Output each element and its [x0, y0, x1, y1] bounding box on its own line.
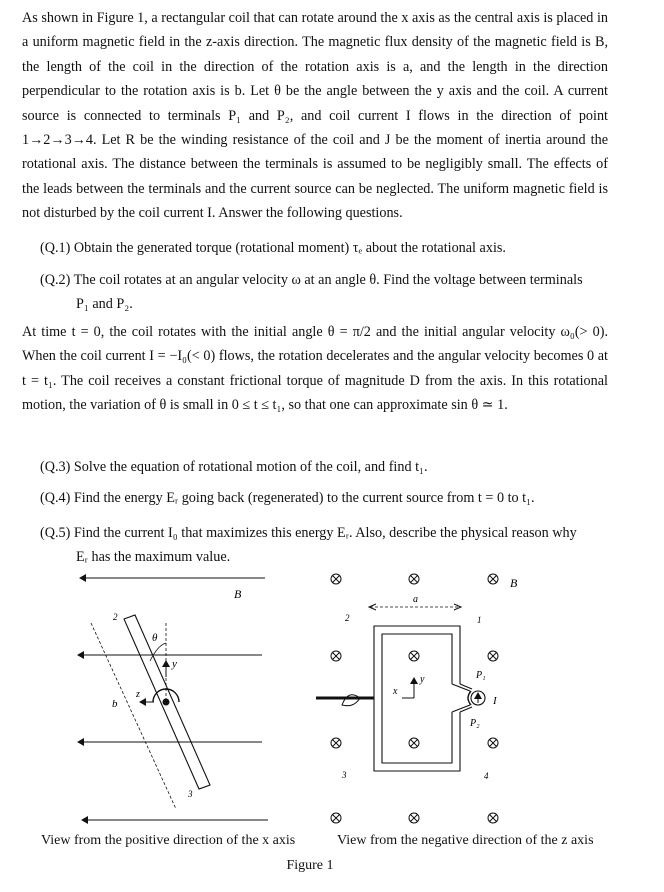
- label-y-left: y: [172, 658, 177, 670]
- shaft-bearing: [342, 695, 360, 706]
- setup-paragraph: At time t = 0, the coil rotates with the initial angle θ = π/2 and the initial angular velocity ω₀(> 0). When the coil current I = −I₀(< 0) flows, the rotation decelerates and the angular velocity becomes 0 at t = t₁. The coil receives a constant frictional torque of magnitude D from the axis. In this rotational motion, the variation of θ is small in 0 ≤ t ≤ t₁, so that one can approximate sin θ ≃ 1.: [22, 324, 608, 414]
- question-5-line-2: Eᵣ has the maximum value.: [76, 549, 231, 565]
- question-4: (Q.4) Find the energy Eᵣ going back (regenerated) to the current source from t = 0 to t₁.: [40, 490, 535, 506]
- question-5: [40, 521, 610, 569]
- label-point-1-right: 1: [477, 615, 482, 625]
- label-b: b: [112, 698, 118, 710]
- figure-title: Figure 1: [286, 858, 334, 873]
- question-5-line-1: (Q.5) Find the current I₀ that maximizes this energy Eᵣ. Also, describe the physical reason why: [40, 525, 577, 541]
- label-point-2-left: 2: [113, 612, 118, 622]
- label-x: x: [393, 686, 398, 697]
- right-view: [316, 574, 518, 823]
- label-theta: θ: [152, 632, 158, 644]
- question-2-line-1: (Q.2) The coil rotates at an angular velocity ω at an angle θ. Find the voltage between terminals: [40, 272, 583, 288]
- label-point-3-right: 3: [342, 770, 347, 780]
- question-2: [40, 268, 610, 316]
- label-P1: P₁: [476, 670, 486, 681]
- intro-paragraph: As shown in Figure 1, a rectangular coil that can rotate around the x axis as the central axis is placed in a uniform magnetic field in the z-axis direction. The magnetic flux density of the magnetic field is B, the length of the coil in the direction of the rotation axis is a, and the length in the direction perpendicular to the rotation axis is b. Let θ be the angle between the y axis and the coil. A current source is connected to terminals P₁ and P₂, and coil current I flows in the direction of point 1→2→3→4. Let R be the winding resistance of the coil and J be the moment of inertia around the rotational axis. The distance between the terminals is assumed to be negligibly small. The effects of the leads between the terminals and the current source can be neglected. The uniform magnetic field is not disturbed by the coil current I. Answer the following questions.: [22, 10, 608, 222]
- b-dimension-line: [91, 623, 176, 809]
- label-point-4-right: 4: [484, 771, 489, 781]
- label-point-3-left: 3: [188, 789, 193, 799]
- label-P2: P₂: [470, 718, 480, 729]
- left-view: [78, 578, 268, 820]
- question-3: (Q.3) Solve the equation of rotational motion of the coil, and find t₁.: [40, 459, 428, 475]
- right-figure-caption: View from the negative direction of the z axis: [337, 833, 594, 848]
- coil-outer-edge: [374, 626, 460, 771]
- left-figure-caption: View from the positive direction of the x axis: [41, 833, 296, 848]
- label-a: a: [413, 594, 418, 605]
- label-B-left: B: [234, 587, 242, 601]
- label-z: z: [136, 689, 140, 700]
- question-2-line-2: P₁ and P₂.: [76, 296, 133, 312]
- label-B-right: B: [510, 576, 518, 590]
- label-y-right: y: [420, 674, 425, 685]
- question-1: (Q.1) Obtain the generated torque (rotational moment) τₑ about the rotational axis.: [40, 240, 506, 256]
- label-I: I: [493, 695, 497, 707]
- theta-arc: [150, 643, 166, 661]
- figure-1-diagram: [0, 565, 664, 830]
- label-point-2-right: 2: [345, 613, 350, 623]
